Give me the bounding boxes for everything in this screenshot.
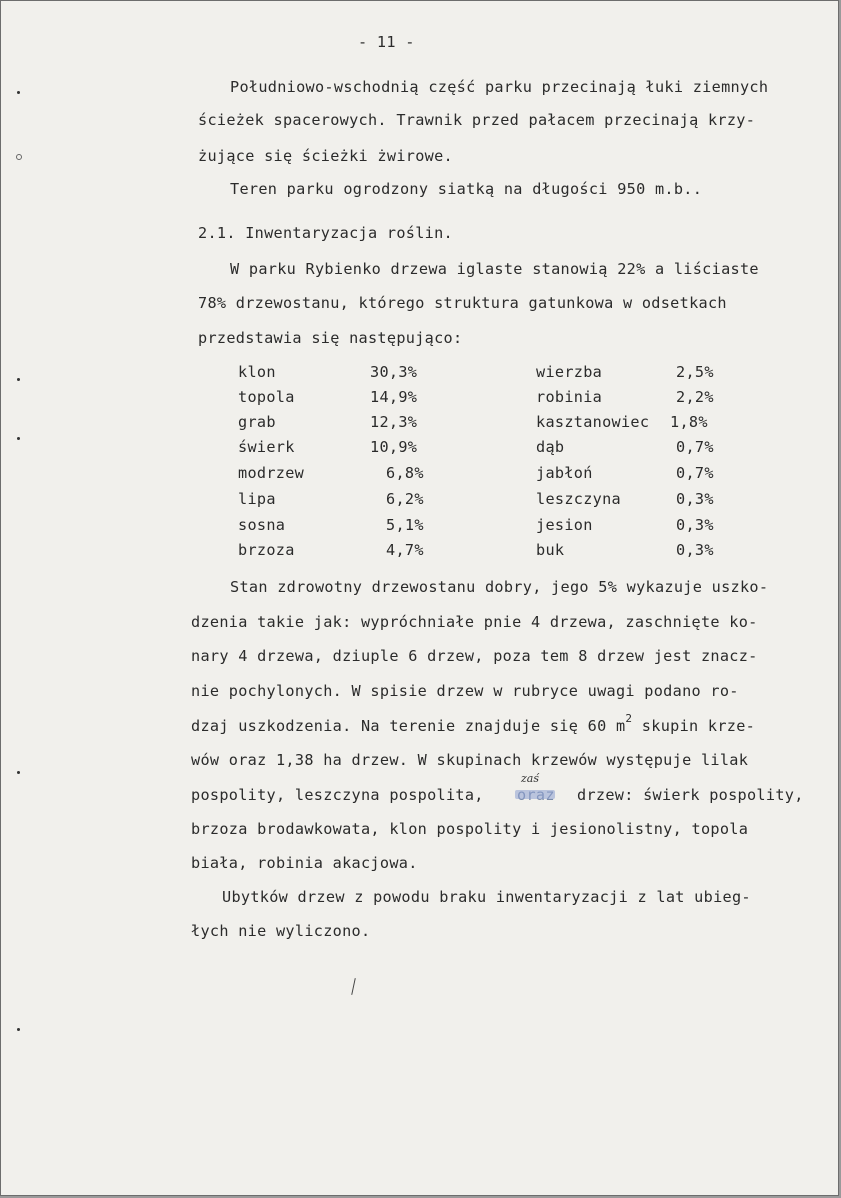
paragraph-line: nary 4 drzewa, dziuple 6 drzew, poza tem 8 drzew jest znacz-: [191, 647, 758, 665]
section-heading: 2.1. Inwentaryzacja roślin.: [198, 224, 453, 242]
margin-mark: [17, 771, 20, 774]
margin-mark: [17, 91, 20, 94]
paragraph-line: drzew: świerk pospolity,: [577, 786, 804, 804]
paragraph-line: ścieżek spacerowych. Trawnik przed pałacem przecinają krzy-: [198, 111, 756, 129]
species-name: kasztanowiec: [536, 413, 650, 431]
paragraph-line: dzenia takie jak: wypróchniałe pnie 4 drzewa, zaschnięte ko-: [191, 613, 758, 631]
species-name: modrzew: [238, 464, 305, 482]
species-name: sosna: [238, 516, 286, 534]
species-percent: 6,2%: [386, 490, 424, 508]
species-name: jabłoń: [536, 464, 593, 482]
species-name: grab: [238, 413, 276, 431]
margin-mark: [17, 1028, 20, 1031]
page-number: - 11 -: [358, 33, 415, 51]
paragraph-line: pospolity, leszczyna pospolita,: [191, 786, 484, 804]
paragraph-line: łych nie wyliczono.: [191, 922, 371, 940]
species-percent: 1,8%: [670, 413, 708, 431]
paragraph-line: wów oraz 1,38 ha drzew. W skupinach krzewów występuje lilak: [191, 751, 749, 769]
pen-mark: [351, 978, 356, 995]
species-percent: 0,3%: [676, 516, 714, 534]
species-name: topola: [238, 388, 295, 406]
line-text: skupin krze-: [632, 717, 756, 735]
species-name: wierzba: [536, 363, 603, 381]
species-percent: 0,3%: [676, 490, 714, 508]
margin-mark: [17, 437, 20, 440]
paragraph-line: Ubytków drzew z powodu braku inwentaryzacji z lat ubieg-: [222, 888, 751, 906]
paragraph-line: 78% drzewostanu, którego struktura gatunkowa w odsetkach: [198, 294, 727, 312]
species-percent: 0,7%: [676, 438, 714, 456]
paragraph-line: przedstawia się następująco:: [198, 329, 463, 347]
species-percent: 30,3%: [370, 363, 418, 381]
correction-strike: [515, 790, 555, 799]
paragraph-line: nie pochylonych. W spisie drzew w rubryce uwagi podano ro-: [191, 682, 739, 700]
margin-mark: [17, 378, 20, 381]
superscript: 2: [625, 712, 633, 725]
species-percent: 0,3%: [676, 541, 714, 559]
handwritten-correction: zaś: [521, 772, 539, 785]
species-percent: 6,8%: [386, 464, 424, 482]
species-name: brzoza: [238, 541, 295, 559]
line-text: dzaj uszkodzenia. Na terenie znajduje się 60 m: [191, 717, 626, 735]
paragraph-line: Stan zdrowotny drzewostanu dobry, jego 5% wykazuje uszko-: [230, 578, 769, 596]
paragraph-line: biała, robinia akacjowa.: [191, 854, 418, 872]
species-name: jesion: [536, 516, 593, 534]
species-percent: 14,9%: [370, 388, 418, 406]
margin-mark: [16, 154, 22, 160]
species-percent: 2,2%: [676, 388, 714, 406]
paragraph-line: brzoza brodawkowata, klon pospolity i jesionolistny, topola: [191, 820, 749, 838]
species-name: klon: [238, 363, 276, 381]
species-name: buk: [536, 541, 565, 559]
species-percent: 5,1%: [386, 516, 424, 534]
paragraph-line: Teren parku ogrodzony siatką na długości 950 m.b..: [230, 180, 703, 198]
species-percent: 10,9%: [370, 438, 418, 456]
species-percent: 0,7%: [676, 464, 714, 482]
species-name: lipa: [238, 490, 276, 508]
species-percent: 12,3%: [370, 413, 418, 431]
species-name: leszczyna: [536, 490, 621, 508]
paragraph-line: Południowo-wschodnią część parku przecinają łuki ziemnych: [230, 78, 769, 96]
species-name: świerk: [238, 438, 295, 456]
paragraph-line: [191, 712, 756, 738]
species-name: robinia: [536, 388, 603, 406]
paragraph-line: W parku Rybienko drzewa iglaste stanowią 22% a liściaste: [230, 260, 759, 278]
species-percent: 4,7%: [386, 541, 424, 559]
species-percent: 2,5%: [676, 363, 714, 381]
paragraph-line: żujące się ścieżki żwirowe.: [198, 147, 453, 165]
species-name: dąb: [536, 438, 565, 456]
